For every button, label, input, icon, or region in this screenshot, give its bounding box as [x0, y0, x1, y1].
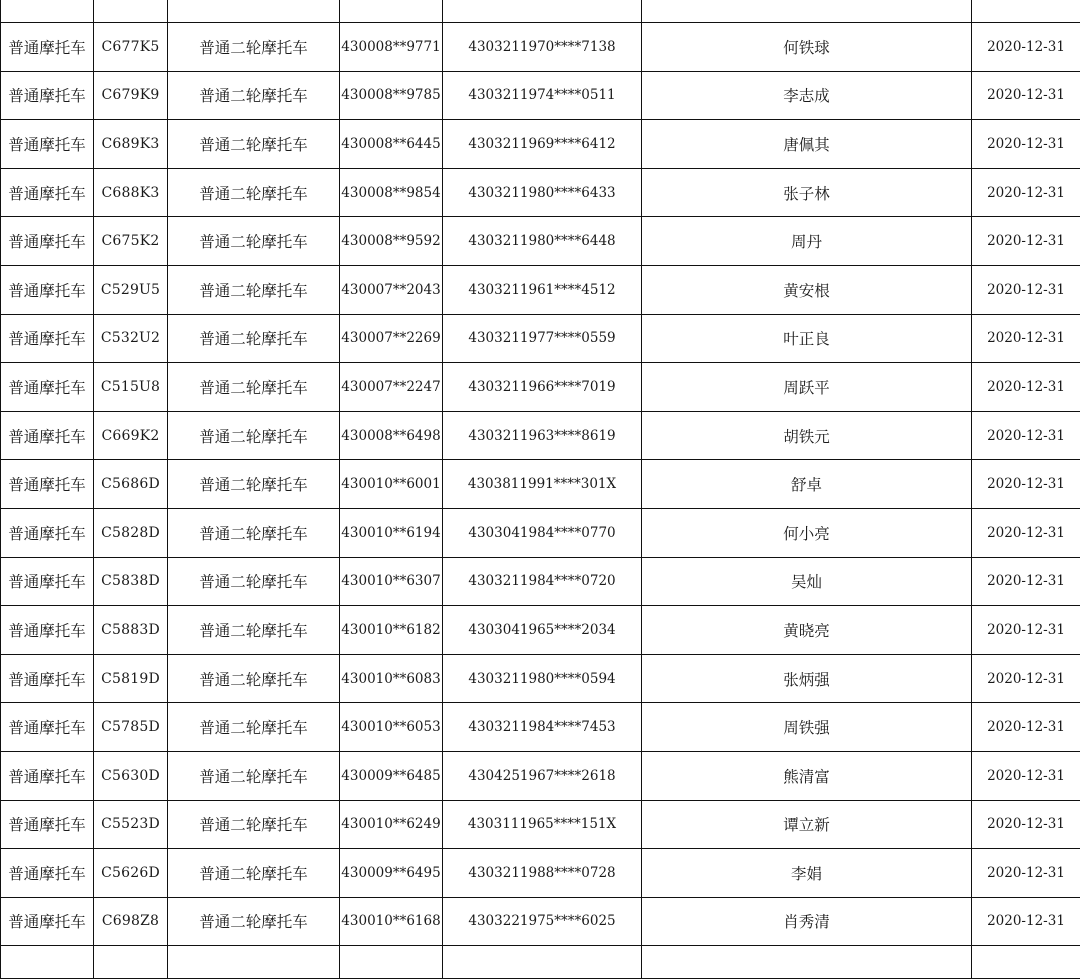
holder-name-cell: 张子林	[642, 168, 972, 217]
vehicle-type-cell: 普通摩托车	[1, 800, 94, 849]
expiry-date-cell: 2020-12-31	[972, 606, 1080, 655]
id-number-cell: 4303211974****0511	[443, 71, 642, 120]
holder-name-cell: 谭立新	[642, 800, 972, 849]
expiry-date-cell: 2020-12-31	[972, 654, 1080, 703]
vehicle-type-cell: 普通摩托车	[1, 557, 94, 606]
empty-cell	[168, 0, 340, 23]
expiry-date-cell: 2020-12-31	[972, 168, 1080, 217]
table-row	[1, 800, 1080, 849]
document-number-cell: 430007**2269	[340, 314, 443, 363]
holder-name-cell: 李娟	[642, 849, 972, 898]
vehicle-kind-cell: 普通二轮摩托车	[168, 800, 340, 849]
expiry-date-cell: 2020-12-31	[972, 71, 1080, 120]
vehicle-type-cell: 普通摩托车	[1, 217, 94, 266]
holder-name-cell: 舒卓	[642, 460, 972, 509]
empty-cell	[443, 0, 642, 23]
holder-name-cell: 唐佩其	[642, 120, 972, 169]
vehicle-kind-cell: 普通二轮摩托车	[168, 217, 340, 266]
expiry-date-cell: 2020-12-31	[972, 363, 1080, 412]
expiry-date-cell: 2020-12-31	[972, 557, 1080, 606]
vehicle-type-cell: 普通摩托车	[1, 120, 94, 169]
document-number-cell: 430010**6249	[340, 800, 443, 849]
holder-name-cell: 张炳强	[642, 654, 972, 703]
vehicle-kind-cell: 普通二轮摩托车	[168, 71, 340, 120]
table-body	[1, 0, 1080, 979]
vehicle-kind-cell: 普通二轮摩托车	[168, 460, 340, 509]
document-number-cell: 430008**6498	[340, 411, 443, 460]
id-number-cell: 4303811991****301X	[443, 460, 642, 509]
empty-cell	[1, 0, 94, 23]
holder-name-cell: 周铁强	[642, 703, 972, 752]
license-class-cell: C5838D	[94, 557, 168, 606]
table-row	[1, 217, 1080, 266]
id-number-cell: 4304251967****2618	[443, 751, 642, 800]
table-row	[1, 557, 1080, 606]
vehicle-type-cell: 普通摩托车	[1, 606, 94, 655]
id-number-cell: 4303211984****0720	[443, 557, 642, 606]
table-row	[1, 363, 1080, 412]
table-row-partial-top	[1, 0, 1080, 23]
table-row	[1, 71, 1080, 120]
vehicle-kind-cell: 普通二轮摩托车	[168, 703, 340, 752]
expiry-date-cell: 2020-12-31	[972, 460, 1080, 509]
table-row	[1, 460, 1080, 509]
document-number-cell: 430010**6083	[340, 654, 443, 703]
empty-cell	[642, 946, 972, 979]
empty-cell	[972, 946, 1080, 979]
table-row	[1, 703, 1080, 752]
vehicle-type-cell: 普通摩托车	[1, 363, 94, 412]
vehicle-kind-cell: 普通二轮摩托车	[168, 363, 340, 412]
document-number-cell: 430010**6194	[340, 508, 443, 557]
expiry-date-cell: 2020-12-31	[972, 120, 1080, 169]
table-row	[1, 314, 1080, 363]
license-class-cell: C5626D	[94, 849, 168, 898]
holder-name-cell: 李志成	[642, 71, 972, 120]
document-number-cell: 430007**2043	[340, 265, 443, 314]
vehicle-kind-cell: 普通二轮摩托车	[168, 314, 340, 363]
expiry-date-cell: 2020-12-31	[972, 217, 1080, 266]
expiry-date-cell: 2020-12-31	[972, 897, 1080, 946]
vehicle-kind-cell: 普通二轮摩托车	[168, 606, 340, 655]
id-number-cell: 4303211988****0728	[443, 849, 642, 898]
document-number-cell: 430008**9854	[340, 168, 443, 217]
id-number-cell: 4303211984****7453	[443, 703, 642, 752]
table-row	[1, 168, 1080, 217]
holder-name-cell: 胡铁元	[642, 411, 972, 460]
expiry-date-cell: 2020-12-31	[972, 314, 1080, 363]
id-number-cell: 4303211980****0594	[443, 654, 642, 703]
empty-cell	[1, 946, 94, 979]
table-row	[1, 265, 1080, 314]
license-class-cell: C669K2	[94, 411, 168, 460]
license-class-cell: C675K2	[94, 217, 168, 266]
table-row	[1, 606, 1080, 655]
id-number-cell: 4303211980****6433	[443, 168, 642, 217]
holder-name-cell: 肖秀清	[642, 897, 972, 946]
vehicle-kind-cell: 普通二轮摩托车	[168, 751, 340, 800]
id-number-cell: 4303211969****6412	[443, 120, 642, 169]
vehicle-type-cell: 普通摩托车	[1, 71, 94, 120]
vehicle-kind-cell: 普通二轮摩托车	[168, 654, 340, 703]
id-number-cell: 4303211970****7138	[443, 23, 642, 72]
expiry-date-cell: 2020-12-31	[972, 411, 1080, 460]
document-number-cell: 430010**6168	[340, 897, 443, 946]
vehicle-kind-cell: 普通二轮摩托车	[168, 411, 340, 460]
table-row	[1, 849, 1080, 898]
id-number-cell: 4303041965****2034	[443, 606, 642, 655]
empty-cell	[168, 946, 340, 979]
id-number-cell: 4303211966****7019	[443, 363, 642, 412]
table-row	[1, 120, 1080, 169]
expiry-date-cell: 2020-12-31	[972, 23, 1080, 72]
holder-name-cell: 何小亮	[642, 508, 972, 557]
table-row-partial-bottom	[1, 946, 1080, 979]
vehicle-kind-cell: 普通二轮摩托车	[168, 849, 340, 898]
holder-name-cell: 叶正良	[642, 314, 972, 363]
vehicle-kind-cell: 普通二轮摩托车	[168, 265, 340, 314]
vehicle-type-cell: 普通摩托车	[1, 897, 94, 946]
table-row	[1, 654, 1080, 703]
expiry-date-cell: 2020-12-31	[972, 265, 1080, 314]
id-number-cell: 4303211977****0559	[443, 314, 642, 363]
vehicle-type-cell: 普通摩托车	[1, 703, 94, 752]
document-number-cell: 430008**9771	[340, 23, 443, 72]
empty-cell	[94, 0, 168, 23]
license-class-cell: C529U5	[94, 265, 168, 314]
license-class-cell: C5523D	[94, 800, 168, 849]
license-class-cell: C679K9	[94, 71, 168, 120]
vehicle-kind-cell: 普通二轮摩托车	[168, 120, 340, 169]
vehicle-kind-cell: 普通二轮摩托车	[168, 557, 340, 606]
expiry-date-cell: 2020-12-31	[972, 508, 1080, 557]
holder-name-cell: 周丹	[642, 217, 972, 266]
vehicle-type-cell: 普通摩托车	[1, 23, 94, 72]
vehicle-type-cell: 普通摩托车	[1, 751, 94, 800]
empty-cell	[972, 0, 1080, 23]
document-number-cell: 430010**6307	[340, 557, 443, 606]
vehicle-type-cell: 普通摩托车	[1, 265, 94, 314]
expiry-date-cell: 2020-12-31	[972, 849, 1080, 898]
id-number-cell: 4303211963****8619	[443, 411, 642, 460]
vehicle-kind-cell: 普通二轮摩托车	[168, 168, 340, 217]
empty-cell	[340, 946, 443, 979]
vehicle-kind-cell: 普通二轮摩托车	[168, 23, 340, 72]
vehicle-type-cell: 普通摩托车	[1, 460, 94, 509]
document-number-cell: 430009**6485	[340, 751, 443, 800]
license-class-cell: C688K3	[94, 168, 168, 217]
license-class-cell: C689K3	[94, 120, 168, 169]
table-row	[1, 751, 1080, 800]
holder-name-cell: 黄晓亮	[642, 606, 972, 655]
vehicle-type-cell: 普通摩托车	[1, 411, 94, 460]
license-class-cell: C5828D	[94, 508, 168, 557]
holder-name-cell: 何铁球	[642, 23, 972, 72]
vehicle-kind-cell: 普通二轮摩托车	[168, 897, 340, 946]
vehicle-type-cell: 普通摩托车	[1, 654, 94, 703]
license-class-cell: C515U8	[94, 363, 168, 412]
vehicle-type-cell: 普通摩托车	[1, 168, 94, 217]
document-number-cell: 430010**6182	[340, 606, 443, 655]
license-class-cell: C5785D	[94, 703, 168, 752]
license-class-cell: C5819D	[94, 654, 168, 703]
table-row	[1, 23, 1080, 72]
expiry-date-cell: 2020-12-31	[972, 703, 1080, 752]
holder-name-cell: 熊清富	[642, 751, 972, 800]
license-class-cell: C5686D	[94, 460, 168, 509]
id-number-cell: 4303111965****151X	[443, 800, 642, 849]
holder-name-cell: 吴灿	[642, 557, 972, 606]
document-number-cell: 430010**6053	[340, 703, 443, 752]
id-number-cell: 4303211961****4512	[443, 265, 642, 314]
vehicle-type-cell: 普通摩托车	[1, 508, 94, 557]
license-class-cell: C698Z8	[94, 897, 168, 946]
id-number-cell: 4303211980****6448	[443, 217, 642, 266]
license-class-cell: C532U2	[94, 314, 168, 363]
holder-name-cell: 周跃平	[642, 363, 972, 412]
expiry-date-cell: 2020-12-31	[972, 800, 1080, 849]
document-number-cell: 430010**6001	[340, 460, 443, 509]
expiry-date-cell: 2020-12-31	[972, 751, 1080, 800]
table-row	[1, 411, 1080, 460]
empty-cell	[443, 946, 642, 979]
id-number-cell: 4303221975****6025	[443, 897, 642, 946]
license-class-cell: C5883D	[94, 606, 168, 655]
empty-cell	[94, 946, 168, 979]
table-row	[1, 508, 1080, 557]
document-number-cell: 430008**9785	[340, 71, 443, 120]
document-number-cell: 430008**9592	[340, 217, 443, 266]
document-number-cell: 430009**6495	[340, 849, 443, 898]
document-number-cell: 430007**2247	[340, 363, 443, 412]
id-number-cell: 4303041984****0770	[443, 508, 642, 557]
holder-name-cell: 黄安根	[642, 265, 972, 314]
vehicle-type-cell: 普通摩托车	[1, 314, 94, 363]
license-class-cell: C5630D	[94, 751, 168, 800]
empty-cell	[642, 0, 972, 23]
empty-cell	[340, 0, 443, 23]
license-class-cell: C677K5	[94, 23, 168, 72]
table-row	[1, 897, 1080, 946]
vehicle-kind-cell: 普通二轮摩托车	[168, 508, 340, 557]
document-number-cell: 430008**6445	[340, 120, 443, 169]
vehicle-type-cell: 普通摩托车	[1, 849, 94, 898]
